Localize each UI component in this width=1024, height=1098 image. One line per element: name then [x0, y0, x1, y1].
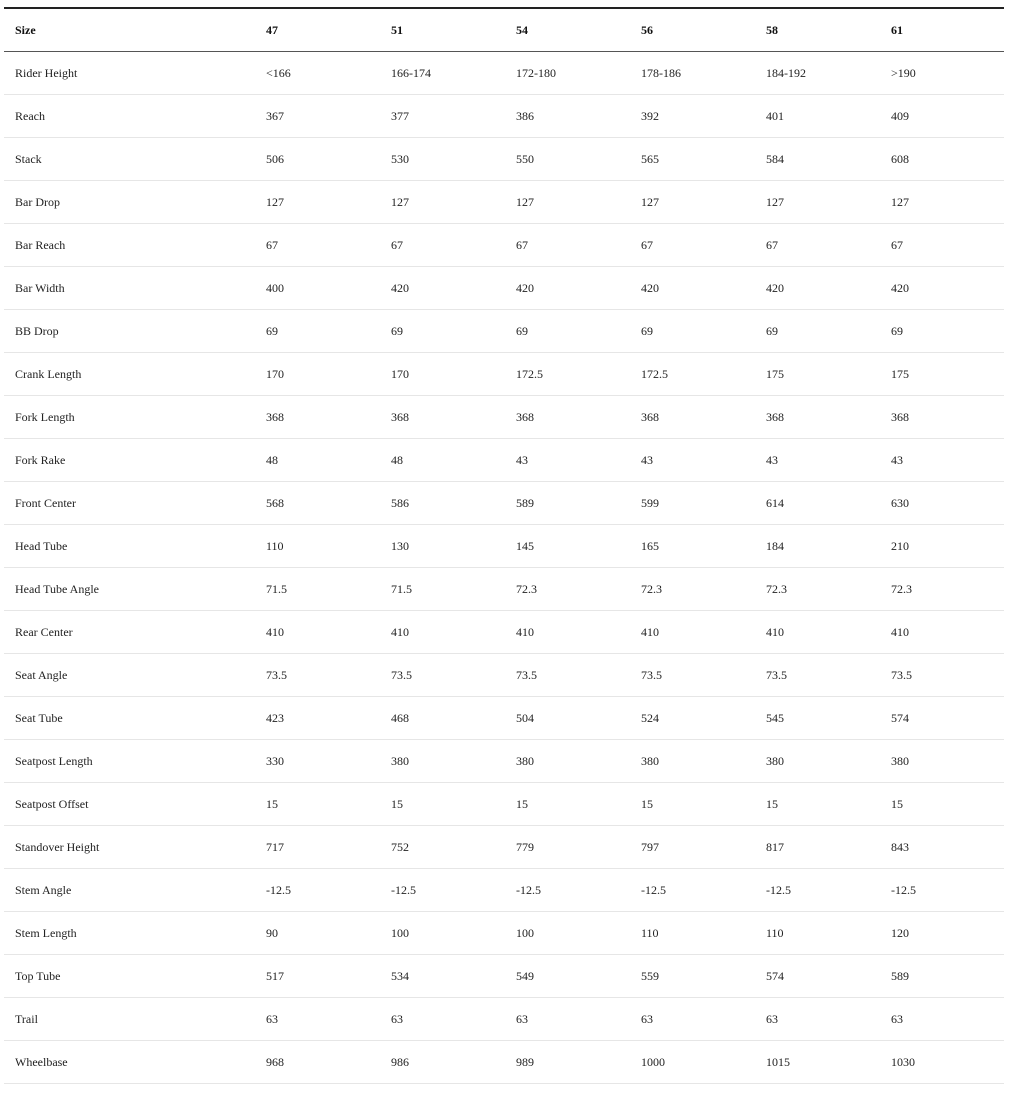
table-cell: 178-186 — [630, 52, 755, 95]
table-cell: 330 — [255, 740, 380, 783]
table-cell: 752 — [380, 826, 505, 869]
table-cell: 67 — [630, 224, 755, 267]
table-row — [4, 955, 1004, 998]
table-cell: 584 — [755, 138, 880, 181]
table-cell: 69 — [505, 310, 630, 353]
table-cell: 69 — [755, 310, 880, 353]
table-cell: 73.5 — [755, 654, 880, 697]
table-cell: 172.5 — [505, 353, 630, 396]
table-cell: 380 — [380, 740, 505, 783]
table-cell: 15 — [505, 783, 630, 826]
table-cell: 127 — [630, 181, 755, 224]
column-header-size: Size — [4, 8, 255, 52]
table-cell: 368 — [505, 396, 630, 439]
table-cell: 420 — [880, 267, 1004, 310]
table-cell: 100 — [380, 912, 505, 955]
table-row — [4, 224, 1004, 267]
table-cell: 67 — [755, 224, 880, 267]
table-cell: 586 — [380, 482, 505, 525]
table-row — [4, 654, 1004, 697]
table-cell: 90 — [255, 912, 380, 955]
row-label: Reach — [4, 95, 255, 138]
table-cell: 210 — [880, 525, 1004, 568]
table-row — [4, 783, 1004, 826]
table-cell: 48 — [255, 439, 380, 482]
table-cell: 71.5 — [255, 568, 380, 611]
column-header-size-58: 58 — [755, 8, 880, 52]
table-cell: 968 — [255, 1041, 380, 1084]
table-cell: 127 — [380, 181, 505, 224]
table-cell: 69 — [880, 310, 1004, 353]
table-body — [4, 52, 1004, 1084]
table-cell: 100 — [505, 912, 630, 955]
table-cell: 410 — [880, 611, 1004, 654]
column-header-size-51: 51 — [380, 8, 505, 52]
table-cell: 73.5 — [630, 654, 755, 697]
table-cell: 145 — [505, 525, 630, 568]
table-cell: 48 — [380, 439, 505, 482]
table-cell: 69 — [630, 310, 755, 353]
table-cell: -12.5 — [755, 869, 880, 912]
table-row — [4, 1041, 1004, 1084]
table-cell: 1030 — [880, 1041, 1004, 1084]
table-cell: 843 — [880, 826, 1004, 869]
table-cell: 72.3 — [880, 568, 1004, 611]
geometry-table-container — [4, 7, 1004, 1084]
table-cell: 170 — [255, 353, 380, 396]
table-cell: 717 — [255, 826, 380, 869]
table-cell: 63 — [255, 998, 380, 1041]
table-cell: 549 — [505, 955, 630, 998]
table-cell: 43 — [755, 439, 880, 482]
table-cell: 410 — [505, 611, 630, 654]
table-cell: 127 — [255, 181, 380, 224]
table-cell: 63 — [880, 998, 1004, 1041]
column-header-size-56: 56 — [630, 8, 755, 52]
row-label: Bar Width — [4, 267, 255, 310]
table-cell: 380 — [505, 740, 630, 783]
table-cell: 73.5 — [880, 654, 1004, 697]
table-cell: -12.5 — [630, 869, 755, 912]
table-cell: 401 — [755, 95, 880, 138]
table-cell: 368 — [755, 396, 880, 439]
table-cell: 517 — [255, 955, 380, 998]
row-label: Trail — [4, 998, 255, 1041]
row-label: Head Tube — [4, 525, 255, 568]
table-row — [4, 740, 1004, 783]
table-cell: 608 — [880, 138, 1004, 181]
table-cell: 184-192 — [755, 52, 880, 95]
row-label: Seat Angle — [4, 654, 255, 697]
table-cell: 565 — [630, 138, 755, 181]
table-cell: 67 — [380, 224, 505, 267]
table-cell: 172-180 — [505, 52, 630, 95]
table-cell: 72.3 — [755, 568, 880, 611]
table-cell: 380 — [880, 740, 1004, 783]
geometry-table — [4, 7, 1004, 1084]
table-cell: 368 — [630, 396, 755, 439]
table-cell: 72.3 — [630, 568, 755, 611]
row-label: Wheelbase — [4, 1041, 255, 1084]
table-row — [4, 826, 1004, 869]
table-row — [4, 568, 1004, 611]
row-label: Fork Length — [4, 396, 255, 439]
column-header-size-54: 54 — [505, 8, 630, 52]
table-cell: 380 — [755, 740, 880, 783]
row-label: Seatpost Offset — [4, 783, 255, 826]
table-cell: 175 — [880, 353, 1004, 396]
table-cell: 420 — [630, 267, 755, 310]
table-cell: 504 — [505, 697, 630, 740]
table-cell: 545 — [755, 697, 880, 740]
row-label: Stack — [4, 138, 255, 181]
table-cell: 410 — [255, 611, 380, 654]
table-cell: 165 — [630, 525, 755, 568]
table-cell: 15 — [630, 783, 755, 826]
row-label: Top Tube — [4, 955, 255, 998]
table-row — [4, 869, 1004, 912]
table-cell: 110 — [630, 912, 755, 955]
table-cell: 534 — [380, 955, 505, 998]
table-cell: 599 — [630, 482, 755, 525]
row-label: Rider Height — [4, 52, 255, 95]
table-cell: 614 — [755, 482, 880, 525]
table-cell: 67 — [880, 224, 1004, 267]
table-cell: 73.5 — [380, 654, 505, 697]
table-cell: 72.3 — [505, 568, 630, 611]
table-cell: 574 — [755, 955, 880, 998]
table-cell: 43 — [880, 439, 1004, 482]
table-cell: >190 — [880, 52, 1004, 95]
table-cell: 67 — [505, 224, 630, 267]
table-cell: 989 — [505, 1041, 630, 1084]
table-cell: 559 — [630, 955, 755, 998]
table-cell: 574 — [880, 697, 1004, 740]
table-cell: <166 — [255, 52, 380, 95]
table-cell: 73.5 — [255, 654, 380, 697]
table-cell: 170 — [380, 353, 505, 396]
row-label: Rear Center — [4, 611, 255, 654]
table-row — [4, 396, 1004, 439]
table-cell: 550 — [505, 138, 630, 181]
table-cell: 409 — [880, 95, 1004, 138]
table-cell: 69 — [380, 310, 505, 353]
table-cell: 630 — [880, 482, 1004, 525]
row-label: Front Center — [4, 482, 255, 525]
table-row — [4, 138, 1004, 181]
table-cell: 69 — [255, 310, 380, 353]
table-row — [4, 181, 1004, 224]
table-cell: -12.5 — [380, 869, 505, 912]
table-cell: 63 — [755, 998, 880, 1041]
table-cell: 410 — [755, 611, 880, 654]
table-cell: 43 — [505, 439, 630, 482]
table-row — [4, 267, 1004, 310]
table-row — [4, 611, 1004, 654]
row-label: Standover Height — [4, 826, 255, 869]
table-cell: 110 — [755, 912, 880, 955]
table-cell: 67 — [255, 224, 380, 267]
table-cell: 779 — [505, 826, 630, 869]
table-cell: 15 — [255, 783, 380, 826]
table-cell: 420 — [755, 267, 880, 310]
table-cell: 506 — [255, 138, 380, 181]
table-row — [4, 482, 1004, 525]
table-cell: 130 — [380, 525, 505, 568]
table-row — [4, 912, 1004, 955]
row-label: Seat Tube — [4, 697, 255, 740]
table-cell: 380 — [630, 740, 755, 783]
table-cell: 127 — [505, 181, 630, 224]
column-header-size-61: 61 — [880, 8, 1004, 52]
table-cell: 386 — [505, 95, 630, 138]
table-cell: 797 — [630, 826, 755, 869]
table-cell: 63 — [630, 998, 755, 1041]
table-cell: 63 — [505, 998, 630, 1041]
table-row — [4, 439, 1004, 482]
table-cell: 73.5 — [505, 654, 630, 697]
table-cell: 127 — [880, 181, 1004, 224]
table-row — [4, 310, 1004, 353]
table-cell: 1015 — [755, 1041, 880, 1084]
table-cell: 1000 — [630, 1041, 755, 1084]
table-cell: 420 — [505, 267, 630, 310]
table-cell: 392 — [630, 95, 755, 138]
table-cell: 367 — [255, 95, 380, 138]
table-cell: 410 — [380, 611, 505, 654]
table-row — [4, 353, 1004, 396]
row-label: Crank Length — [4, 353, 255, 396]
table-cell: 423 — [255, 697, 380, 740]
table-cell: 110 — [255, 525, 380, 568]
table-cell: 71.5 — [380, 568, 505, 611]
row-label: Bar Reach — [4, 224, 255, 267]
table-header — [4, 8, 1004, 52]
table-cell: 166-174 — [380, 52, 505, 95]
row-label: Bar Drop — [4, 181, 255, 224]
row-label: Fork Rake — [4, 439, 255, 482]
column-header-size-47: 47 — [255, 8, 380, 52]
table-cell: 15 — [380, 783, 505, 826]
table-cell: 368 — [255, 396, 380, 439]
row-label: BB Drop — [4, 310, 255, 353]
table-row — [4, 95, 1004, 138]
table-row — [4, 697, 1004, 740]
table-row — [4, 52, 1004, 95]
table-cell: 127 — [755, 181, 880, 224]
table-cell: 568 — [255, 482, 380, 525]
table-cell: 63 — [380, 998, 505, 1041]
table-row — [4, 525, 1004, 568]
row-label: Head Tube Angle — [4, 568, 255, 611]
table-cell: 184 — [755, 525, 880, 568]
table-cell: 530 — [380, 138, 505, 181]
table-cell: 468 — [380, 697, 505, 740]
table-cell: 43 — [630, 439, 755, 482]
table-cell: 368 — [880, 396, 1004, 439]
table-cell: -12.5 — [880, 869, 1004, 912]
table-cell: 986 — [380, 1041, 505, 1084]
table-cell: 120 — [880, 912, 1004, 955]
table-row — [4, 998, 1004, 1041]
table-cell: 368 — [380, 396, 505, 439]
table-cell: 420 — [380, 267, 505, 310]
table-cell: 400 — [255, 267, 380, 310]
table-cell: 175 — [755, 353, 880, 396]
table-cell: -12.5 — [255, 869, 380, 912]
header-row — [4, 8, 1004, 52]
table-cell: 15 — [755, 783, 880, 826]
table-cell: 817 — [755, 826, 880, 869]
row-label: Stem Angle — [4, 869, 255, 912]
table-cell: 15 — [880, 783, 1004, 826]
row-label: Stem Length — [4, 912, 255, 955]
table-cell: 410 — [630, 611, 755, 654]
table-cell: 172.5 — [630, 353, 755, 396]
row-label: Seatpost Length — [4, 740, 255, 783]
table-cell: 377 — [380, 95, 505, 138]
table-cell: 589 — [880, 955, 1004, 998]
table-cell: 524 — [630, 697, 755, 740]
table-cell: -12.5 — [505, 869, 630, 912]
table-cell: 589 — [505, 482, 630, 525]
